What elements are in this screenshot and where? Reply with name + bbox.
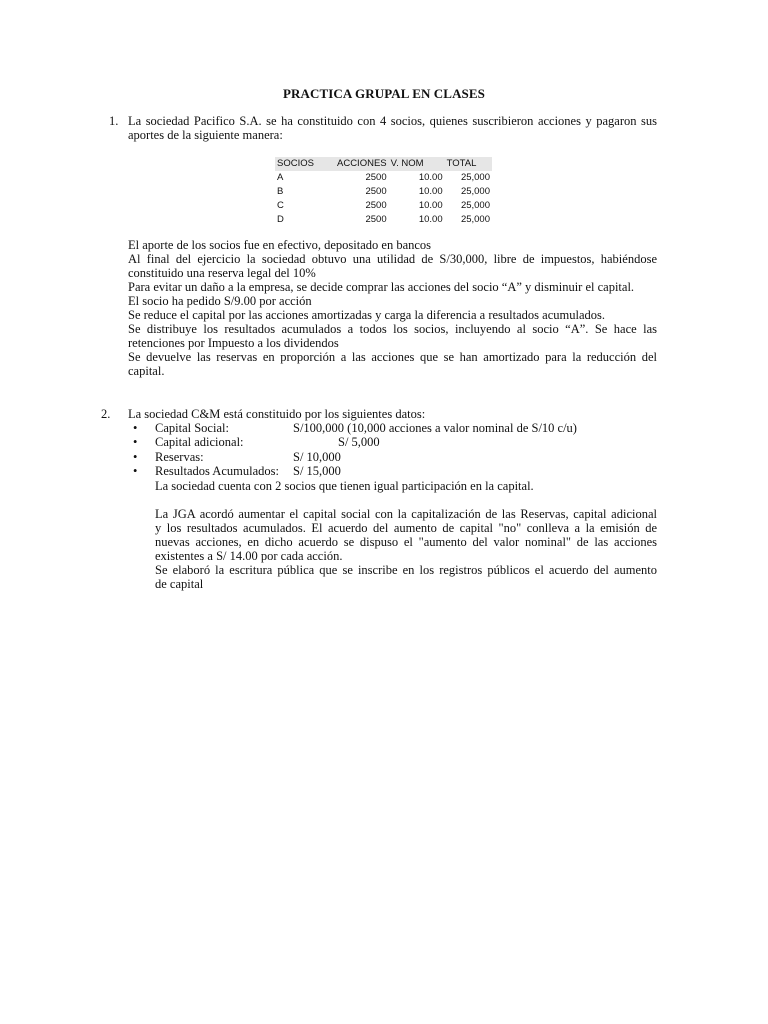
body-line: capital. (128, 364, 165, 378)
table-cell: 2500 (365, 200, 387, 211)
shareholders-table (275, 157, 492, 227)
table-row (275, 185, 492, 199)
item-1-intro (128, 114, 657, 142)
body-line: nuevas acciones, en dicho acuerdo se dispuso el "aumento del valor nominal" de las acciones (155, 535, 657, 549)
table-cell: 10.00 (418, 200, 443, 211)
document-title: PRACTICA GRUPAL EN CLASES (283, 86, 485, 101)
body-line: Se elaboró la escritura pública que se inscribe en los registros públicos el acuerdo del aumento (155, 563, 657, 577)
table-cell: 2500 (365, 172, 387, 183)
item-2-number: 2. (101, 407, 111, 421)
body-line: existentes a S/ 14.00 por cada acción. (155, 549, 343, 563)
table-header-cell: V. NOM (389, 157, 445, 171)
table-cell: 25,000 (460, 200, 490, 211)
table-cell: C (277, 200, 284, 211)
body-line: y los resultados acumulados. El acuerdo del aumento de capital "no" conlleva a la emisión de (155, 521, 657, 535)
bullet-value: S/100,000 (10,000 acciones a valor nominal de S/10 c/u) (293, 421, 577, 435)
bullet-dot: • (133, 464, 138, 478)
table-cell: 10.00 (418, 172, 443, 183)
bullet-value: S/ 5,000 (338, 435, 380, 449)
table-row (275, 199, 492, 213)
bullet-item (133, 435, 380, 450)
table-cell: 10.00 (418, 214, 443, 225)
table-header-cell: SOCIOS (275, 157, 335, 171)
item-1-intro-line: aportes de la siguiente manera: (128, 128, 283, 142)
table-cell: 25,000 (460, 172, 490, 183)
table-cell: A (277, 172, 284, 183)
table-cell: D (277, 214, 284, 225)
item-2-intro: La sociedad C&M está constituido por los siguientes datos: (128, 407, 426, 421)
bullet-dot: • (133, 421, 138, 435)
body-line: El socio ha pedido S/9.00 por acción (128, 294, 312, 308)
bullet-label: Resultados Acumulados: (155, 464, 279, 478)
body-line: Se distribuye los resultados acumulados a todos los socios, incluyendo al socio “A”. Se hace las (128, 322, 657, 336)
body-line: retenciones por Impuesto a los dividendos (128, 336, 339, 350)
table-row (275, 213, 492, 227)
item-1-body (128, 238, 657, 378)
table-cell: 25,000 (460, 186, 490, 197)
bullet-dot: • (133, 450, 138, 464)
body-line: de capital (155, 577, 204, 591)
bullet-value: S/ 15,000 (293, 464, 341, 478)
bullet-label: Capital Social: (155, 421, 229, 435)
body-line: Al final del ejercicio la sociedad obtuvo una utilidad de S/30,000, libre de impuestos, habiéndose (128, 252, 657, 266)
bullet-dot: • (133, 435, 138, 449)
table-cell: 2500 (365, 186, 387, 197)
table-header-cell: ACCIONES (337, 158, 387, 169)
bullet-item (133, 450, 341, 465)
item-2-body (155, 507, 657, 591)
bullet-label: Capital adicional: (155, 435, 244, 449)
body-line: Se devuelve las reservas en proporción a las acciones que se han amortizado para la reducción del (128, 350, 657, 364)
body-line: El aporte de los socios fue en efectivo, depositado en bancos (128, 238, 432, 252)
table-header-row (275, 157, 492, 171)
table-cell: 25,000 (460, 214, 490, 225)
bullet-value: S/ 10,000 (293, 450, 341, 464)
item-1-intro-line: La sociedad Pacifico S.A. se ha constituido con 4 socios, quienes suscribieron acciones y pagaron sus (128, 114, 657, 128)
table-header-cell: TOTAL (445, 157, 492, 171)
body-line: La JGA acordó aumentar el capital social con la capitalización de las Reservas, capital adicional (155, 507, 657, 521)
bullet-item (133, 421, 577, 436)
table-cell: 2500 (365, 214, 387, 225)
body-line: Para evitar un daño a la empresa, se decide comprar las acciones del socio “A” y disminuir el capital. (128, 280, 635, 294)
table-cell: 10.00 (418, 186, 443, 197)
body-line: Se reduce el capital por las acciones amortizadas y carga la diferencia a resultados acumulados. (128, 308, 605, 322)
table-cell: B (277, 186, 284, 197)
bullet-label: Reservas: (155, 450, 204, 464)
body-line: constituido una reserva legal del 10% (128, 266, 316, 280)
table-row (275, 171, 492, 185)
item-1-number: 1. (109, 114, 119, 128)
partners-line: La sociedad cuenta con 2 socios que tienen igual participación en la capital. (155, 479, 534, 493)
bullet-item (133, 464, 341, 479)
